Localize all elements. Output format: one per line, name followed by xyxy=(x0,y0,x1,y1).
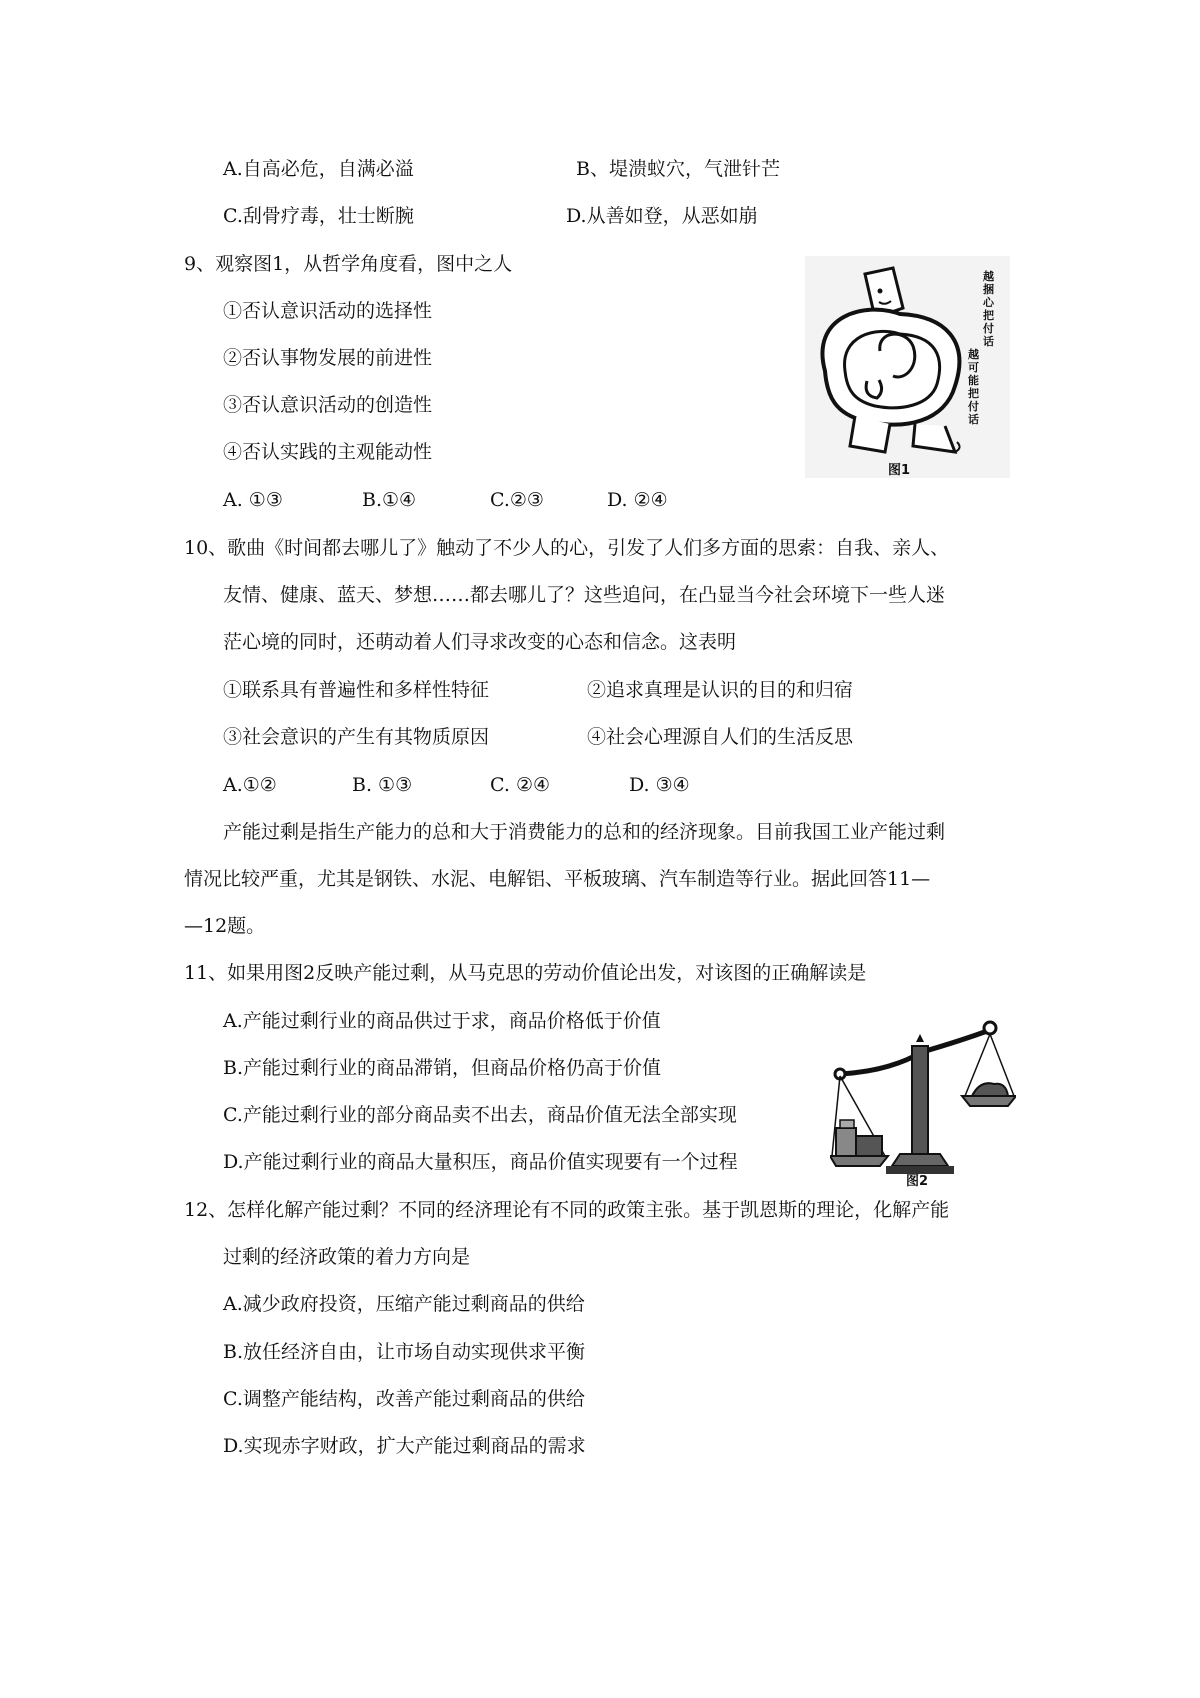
q12-option-b: B.放任经济自由，让市场自动实现供求平衡 xyxy=(223,1341,586,1363)
figure-1 xyxy=(805,256,1010,478)
q11-option-c: C.产能过剩行业的部分商品卖不出去，商品价值无法全部实现 xyxy=(223,1104,737,1126)
q10-option-d: D. ③④ xyxy=(629,774,690,796)
balance-scale-icon xyxy=(830,1016,1016,1186)
q9-item-1: ①否认意识活动的选择性 xyxy=(223,300,433,322)
q10-option-b: B. ①③ xyxy=(352,774,413,796)
q10-item-3: ③社会意识的产生有其物质原因 xyxy=(223,726,490,748)
figure-2 xyxy=(830,1016,1016,1189)
q12-stem-line-2: 过剩的经济政策的着力方向是 xyxy=(223,1246,471,1268)
q11-stem: 11、如果用图2反映产能过剩，从马克思的劳动价值论出发，对该图的正确解读是 xyxy=(184,962,867,984)
q9-option-b: B.①④ xyxy=(362,489,417,511)
q8-option-d: D.从善如登，从恶如崩 xyxy=(566,205,758,227)
q12-stem-line-1: 12、怎样化解产能过剩？不同的经济理论有不同的政策主张。基于凯恩斯的理论，化解产能 xyxy=(184,1199,950,1221)
figure-1-vertical-text-1: 越捆心把付话 xyxy=(983,270,994,348)
q9-stem: 9、观察图1，从哲学角度看，图中之人 xyxy=(184,253,513,275)
passage-line-1: 产能过剩是指生产能力的总和大于消费能力的总和的经济现象。目前我国工业产能过剩 xyxy=(223,821,946,843)
q12-option-d: D.实现赤字财政，扩大产能过剩商品的需求 xyxy=(223,1435,586,1457)
q9-option-d: D. ②④ xyxy=(607,489,668,511)
passage-line-3: —12题。 xyxy=(184,915,266,937)
q10-stem-line-2: 友情、健康、蓝天、梦想……都去哪儿了？这些追问，在凸显当今社会环境下一些人迷 xyxy=(223,584,946,606)
q9-option-c: C.②③ xyxy=(490,489,544,511)
q9-item-3: ③否认意识活动的创造性 xyxy=(223,394,433,416)
q12-option-a: A.减少政府投资，压缩产能过剩商品的供给 xyxy=(223,1293,585,1315)
q8-option-b: B、堤溃蚁穴，气泄针芒 xyxy=(576,158,780,180)
q11-option-a: A.产能过剩行业的商品供过于求，商品价格低于价值 xyxy=(223,1010,661,1032)
q12-option-c: C.调整产能结构，改善产能过剩商品的供给 xyxy=(223,1388,585,1410)
q11-option-b: B.产能过剩行业的商品滞销，但商品价格仍高于价值 xyxy=(223,1057,662,1079)
q8-option-c: C.刮骨疗毒，壮士断腕 xyxy=(223,205,414,227)
q9-option-a: A. ①③ xyxy=(223,489,283,511)
q10-item-1: ①联系具有普遍性和多样性特征 xyxy=(223,679,490,701)
q10-item-4: ④社会心理源自人们的生活反思 xyxy=(587,726,854,748)
q8-option-a: A.自高必危，自满必溢 xyxy=(223,158,414,180)
figure-1-caption: 图1 xyxy=(888,463,911,478)
q10-stem-line-3: 茫心境的同时，还萌动着人们寻求改变的心态和信念。这表明 xyxy=(223,631,737,653)
q9-item-4: ④否认实践的主观能动性 xyxy=(223,441,433,463)
passage-line-2: 情况比较严重，尤其是钢铁、水泥、电解铝、平板玻璃、汽车制造等行业。据此回答11— xyxy=(184,868,931,890)
q10-option-a: A.①② xyxy=(223,774,277,796)
q9-item-2: ②否认事物发展的前进性 xyxy=(223,347,433,369)
figure-1-vertical-text-2: 越可能把付话 xyxy=(968,348,979,426)
q10-stem-line-1: 10、歌曲《时间都去哪儿了》触动了不少人的心，引发了人们多方面的思索：自我、亲人、 xyxy=(184,537,950,559)
q11-option-d: D.产能过剩行业的商品大量积压，商品价值实现要有一个过程 xyxy=(223,1151,738,1173)
q10-option-c: C. ②④ xyxy=(490,774,551,796)
q10-item-2: ②追求真理是认识的目的和归宿 xyxy=(587,679,854,701)
figure-2-caption: 图2 xyxy=(906,1174,929,1189)
